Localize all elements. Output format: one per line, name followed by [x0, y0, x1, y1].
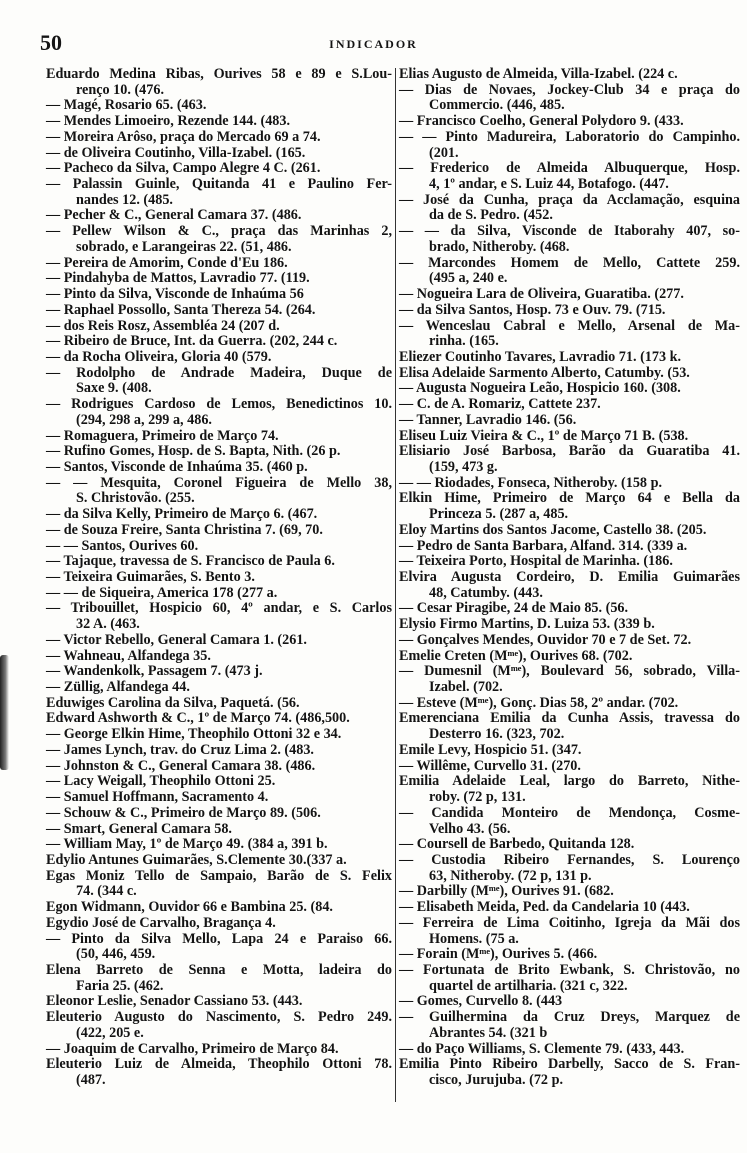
directory-entry	[46, 806, 392, 822]
directory-entry	[46, 554, 392, 570]
directory-entry	[399, 617, 740, 633]
entry-line: — Rodolpho de Andrade Madeira, Duque de	[46, 364, 392, 381]
directory-entry	[399, 884, 740, 900]
entry-line: — Darbilly (Mᵐᵉ), Ourives 91. (682.	[399, 883, 614, 900]
directory-entry	[399, 287, 740, 303]
entry-line: Elisa Adelaide Sarmento Alberto, Catumby. (53.	[399, 364, 690, 381]
entry-line: — Tanner, Lavradio 146. (56.	[399, 411, 577, 428]
entry-line: — Elisabeth Meida, Ped. da Candelaria 10 (443.	[399, 899, 690, 916]
entry-continuation-line: sobrado, e Larangeiras 22. (51, 486.	[76, 238, 292, 255]
directory-entry	[46, 869, 392, 900]
entry-continuation-line: Saxe 9. (408.	[76, 380, 152, 397]
entry-continuation-line: S. Christovão. (255.	[76, 490, 195, 507]
directory-entry	[399, 649, 740, 665]
entry-line: Edward Ashworth & C., 1º de Março 74. (486,500.	[46, 710, 350, 727]
entry-line: Eleonor Leslie, Senador Cassiano 53. (443.	[46, 993, 303, 1010]
entry-line: — Willême, Curvello 31. (270.	[399, 757, 581, 774]
directory-entry	[46, 98, 392, 114]
directory-entry	[399, 491, 740, 522]
directory-entry	[399, 476, 740, 492]
entry-line: — Mendes Limoeiro, Rezende 144. (483.	[46, 113, 291, 130]
entry-line: Elysio Firmo Martins, D. Luiza 53. (339 b.	[399, 616, 655, 633]
entry-line: Emerenciana Emilia da Cunha Assis, travessa do	[399, 710, 740, 727]
entry-line: — Joaquim de Carvalho, Primeiro de Março 84.	[46, 1040, 339, 1057]
directory-entry	[46, 303, 392, 319]
entry-line: — Forain (Mᵐᵉ), Ourives 5. (466.	[399, 946, 598, 963]
directory-entry	[399, 711, 740, 742]
entry-line: — Pereira de Amorim, Conde d'Eu 186.	[46, 254, 288, 271]
entry-continuation-line: Velho 43. (56.	[429, 820, 511, 837]
entry-line: Eloy Martins dos Santos Jacome, Castello 38. (205.	[399, 521, 707, 538]
entry-line: — Magé, Rosario 65. (463.	[46, 97, 207, 114]
entry-line: — Dias de Novaes, Jockey-Club 34 e praça do	[399, 81, 740, 98]
directory-entry	[46, 633, 392, 649]
entry-line: — Custodia Ribeiro Fernandes, S. Lourenço	[399, 851, 740, 868]
directory-entry	[46, 774, 392, 790]
directory-entry	[46, 570, 392, 586]
entry-continuation-line: roby. (72 p, 131.	[429, 789, 526, 806]
directory-entry	[46, 711, 392, 727]
directory-entry	[46, 114, 392, 130]
entry-line: — Wenceslau Cabral e Mello, Arsenal de Ma-	[399, 317, 740, 334]
entry-line: — Gonçalves Mendes, Ouvidor 70 e 7 de Set. 72.	[399, 631, 692, 648]
entry-line: — Rufino Gomes, Hosp. de S. Bapta, Nith. (26 p.	[46, 443, 341, 460]
entry-line: — — de Siqueira, America 178 (277 a.	[46, 584, 278, 601]
right-column	[399, 67, 740, 1089]
directory-entry	[46, 727, 392, 743]
entry-continuation-line: da de S. Pedro. (452.	[429, 207, 553, 224]
entry-continuation-line: 74. (344 c.	[76, 883, 137, 900]
entry-continuation-line: 63, Nitheroby. (72 p, 131 p.	[429, 867, 592, 884]
entry-line: — Samuel Hoffmann, Sacramento 4.	[46, 789, 269, 806]
directory-entry	[399, 1010, 740, 1041]
directory-entry	[46, 837, 392, 853]
entry-line: Elisiario José Barbosa, Barão da Guaratiba 41.	[399, 443, 740, 460]
entry-line: — — da Silva, Visconde de Itaborahy 407, so-	[399, 223, 740, 240]
directory-entry	[399, 381, 740, 397]
entry-line: — de Souza Freire, Santa Christina 7. (69, 70.	[46, 521, 323, 538]
entry-continuation-line: Abrantes 54. (321 b	[429, 1024, 548, 1041]
entry-continuation-line: (159, 473 g.	[429, 458, 498, 475]
entry-continuation-line: cisco, Jurujuba. (72 p.	[429, 1072, 564, 1088]
directory-entry	[399, 193, 740, 224]
entry-continuation-line: (50, 446, 459.	[76, 946, 156, 963]
entry-line: — Lacy Weigall, Theophilo Ottoni 25.	[46, 773, 276, 790]
entry-line: — George Elkin Hime, Theophilo Ottoni 32 e 34.	[46, 726, 342, 743]
directory-entry	[399, 570, 740, 601]
entry-line: — Santos, Visconde de Inhaúma 35. (460 p.	[46, 458, 308, 475]
directory-entry	[46, 664, 392, 680]
directory-entry	[46, 130, 392, 146]
directory-entry	[46, 539, 392, 555]
entry-line: — Nogueira Lara de Oliveira, Guaratiba. (277.	[399, 286, 684, 303]
directory-entry	[46, 224, 392, 255]
directory-entry	[399, 1057, 740, 1088]
entry-line: — Francisco Coelho, General Polydoro 9. (433.	[399, 113, 684, 130]
entry-line: Elvira Augusta Cordeiro, D. Emilia Guimarães	[399, 569, 740, 585]
directory-entry	[46, 319, 392, 335]
directory-entry	[399, 539, 740, 555]
directory-entry	[399, 444, 740, 475]
entry-line: Eleuterio Augusto do Nascimento, S. Pedro 249.	[46, 1009, 392, 1026]
directory-entry	[46, 1057, 392, 1088]
entry-line: — da Silva Santos, Hosp. 73 e Ouv. 79. (715.	[399, 301, 666, 318]
entry-line: — Guilhermina da Cruz Dreys, Marquez de	[399, 1009, 740, 1026]
entry-line: — Pellew Wilson & C., praça das Marinhas 2,	[46, 223, 392, 240]
directory-entry	[399, 900, 740, 916]
directory-entry	[46, 790, 392, 806]
entry-line: Elena Barreto de Senna e Motta, ladeira do	[46, 961, 392, 978]
entry-line: — da Silva Kelly, Primeiro de Março 6. (467.	[46, 506, 318, 523]
directory-entry	[46, 366, 392, 397]
entry-continuation-line: 32 A. (463.	[76, 616, 140, 633]
directory-entry	[399, 161, 740, 192]
entry-line: Eleuterio Luiz de Almeida, Theophilo Ottoni 78.	[46, 1056, 392, 1073]
entry-continuation-line: (422, 205 e.	[76, 1024, 144, 1041]
entry-line: — Cesar Piragibe, 24 de Maio 85. (56.	[399, 600, 629, 617]
directory-entry	[46, 916, 392, 932]
directory-entry	[46, 649, 392, 665]
entry-line: — Raphael Possollo, Santa Thereza 54. (264.	[46, 301, 316, 318]
entry-line: — Pinto da Silva, Visconde de Inhaúma 56	[46, 286, 304, 303]
entry-line: — Pinto da Silva Mello, Lapa 24 e Paraiso 66.	[46, 930, 392, 947]
entry-line: — do Paço Williams, S. Clemente 79. (433, 443.	[399, 1040, 685, 1057]
directory-entry	[399, 303, 740, 319]
directory-entry	[46, 177, 392, 208]
entry-line: — Teixeira Porto, Hospital de Marinha. (186.	[399, 553, 673, 570]
entry-line: — — Santos, Ourives 60.	[46, 537, 199, 554]
entry-line: — Tribouillet, Hospicio 60, 4º andar, e S. Carlos	[46, 600, 392, 617]
directory-entry	[399, 1042, 740, 1058]
directory-entry	[46, 759, 392, 775]
directory-entry	[46, 161, 392, 177]
directory-entry	[46, 586, 392, 602]
entry-line: Elkin Hime, Primeiro de Março 64 e Bella da	[399, 490, 740, 507]
directory-entry	[399, 947, 740, 963]
directory-entry	[399, 759, 740, 775]
directory-entry	[46, 853, 392, 869]
directory-entry	[399, 994, 740, 1010]
entry-continuation-line: Homens. (75 a.	[429, 930, 519, 947]
entry-line: — Victor Rebello, General Camara 1. (261.	[46, 631, 307, 648]
entry-line: Emilia Pinto Ribeiro Darbelly, Sacco de S. Fran-	[399, 1056, 740, 1073]
entry-line: — Pacheco da Silva, Campo Alegre 4 C. (261.	[46, 160, 321, 177]
entry-line: — Rodrigues Cardoso de Lemos, Benedictinos 10.	[46, 396, 392, 413]
entry-continuation-line: (294, 298 a, 299 a, 486.	[76, 411, 212, 428]
directory-entry	[399, 256, 740, 287]
binding-shadow	[0, 655, 9, 770]
entry-line: — Pedro de Santa Barbara, Alfand. 314. (339 a.	[399, 537, 688, 554]
directory-entry	[46, 994, 392, 1010]
entry-line: — Teixeira Guimarães, S. Bento 3.	[46, 569, 255, 585]
directory-entry	[46, 67, 392, 98]
entry-line: — Gomes, Curvello 8. (443	[399, 993, 563, 1010]
directory-entry	[399, 601, 740, 617]
entry-line: — da Rocha Oliveira, Gloria 40 (579.	[46, 348, 272, 365]
entry-line: — Moreira Arôso, praça do Mercado 69 a 74.	[46, 128, 321, 145]
entry-line: — José da Cunha, praça da Acclamação, esquina	[399, 191, 740, 208]
entry-continuation-line: Izabel. (702.	[429, 679, 503, 696]
directory-entry	[399, 963, 740, 994]
entry-line: — Wahneau, Alfandega 35.	[46, 647, 211, 664]
entry-line: — Ferreira de Lima Coitinho, Igreja da Mãi dos	[399, 914, 740, 931]
entry-continuation-line: (495 a, 240 e.	[429, 270, 508, 287]
directory-entry	[46, 743, 392, 759]
directory-entry	[46, 900, 392, 916]
page-number: 50	[40, 30, 62, 55]
directory-entry	[46, 397, 392, 428]
directory-entry	[46, 822, 392, 838]
entry-line: — Candida Monteiro de Mendonça, Cosme-	[399, 804, 740, 821]
entry-continuation-line: Commercio. (446, 485.	[429, 97, 565, 114]
directory-entry	[399, 696, 740, 712]
entry-line: — Johnston & C., General Camara 38. (486.	[46, 757, 316, 774]
entry-line: — Tajaque, travessa de S. Francisco de Paula 6.	[46, 553, 335, 570]
directory-entry	[399, 806, 740, 837]
entry-continuation-line: (487.	[76, 1072, 106, 1088]
directory-entry	[399, 130, 740, 161]
entry-line: Egas Moniz Tello de Sampaio, Barão de S. Felix	[46, 867, 392, 884]
entry-continuation-line: quartel de artilharia. (321 c, 322.	[429, 977, 628, 994]
directory-entry	[399, 413, 740, 429]
directory-entry	[46, 523, 392, 539]
directory-entry	[46, 680, 392, 696]
directory-entry	[399, 743, 740, 759]
directory-entry	[399, 350, 740, 366]
entry-continuation-line: (201.	[429, 144, 459, 161]
directory-entry	[46, 444, 392, 460]
entry-line: — Marcondes Homem de Mello, Cattete 259.	[399, 254, 740, 271]
directory-entry	[46, 350, 392, 366]
directory-entry	[399, 114, 740, 130]
directory-entry	[46, 429, 392, 445]
directory-entry	[46, 1010, 392, 1041]
entry-line: — C. de A. Romariz, Cattete 237.	[399, 396, 601, 413]
directory-entry	[399, 774, 740, 805]
directory-entry	[46, 146, 392, 162]
directory-entry	[399, 633, 740, 649]
entry-continuation-line: renço 10. (476.	[76, 81, 164, 98]
directory-entry	[46, 271, 392, 287]
entry-line: — Dumesnil (Mᵐᵉ), Boulevard 56, sobrado, Villa-	[399, 663, 740, 680]
directory-entry	[399, 853, 740, 884]
directory-entry	[46, 696, 392, 712]
column-divider	[395, 68, 396, 1102]
directory-entry	[46, 334, 392, 350]
directory-entry	[46, 256, 392, 272]
entry-line: — — Pinto Madureira, Laboratorio do Campinho.	[399, 128, 740, 145]
entry-line: — Pecher & C., General Camara 37. (486.	[46, 207, 302, 224]
entry-line: Edylio Antunes Guimarães, S.Clemente 30.(337 a.	[46, 851, 347, 868]
directory-entry	[46, 460, 392, 476]
entry-continuation-line: brado, Nitheroby. (468.	[429, 238, 570, 255]
directory-entry	[46, 476, 392, 507]
directory-entry	[399, 366, 740, 382]
entry-line: — William May, 1º de Março 49. (384 a, 391 b.	[46, 836, 328, 853]
directory-entry	[399, 83, 740, 114]
entry-line: — Palassin Guinle, Quitanda 41 e Paulino Fer-	[46, 176, 392, 193]
entry-line: Eduardo Medina Ribas, Ourives 58 e 89 e S.Lou-	[46, 66, 392, 82]
entry-line: — Ribeiro de Bruce, Int. da Guerra. (202, 244 c.	[46, 333, 338, 350]
entry-line: — — Mesquita, Coronel Figueira de Mello 38,	[46, 474, 392, 491]
entry-continuation-line: Desterro 16. (323, 702.	[429, 726, 565, 743]
entry-line: Eduwiges Carolina da Silva, Paquetá. (56.	[46, 694, 300, 711]
entry-line: — James Lynch, trav. do Cruz Lima 2. (483.	[46, 741, 314, 758]
entry-line: — Romaguera, Primeiro de Março 74.	[46, 427, 279, 444]
directory-entry	[399, 554, 740, 570]
directory-entry	[399, 664, 740, 695]
entry-line: — Smart, General Camara 58.	[46, 820, 232, 837]
entry-line: — Fortunata de Brito Ewbank, S. Christovão, no	[399, 961, 740, 978]
directory-entry	[46, 287, 392, 303]
entry-line: Emilia Adelaide Leal, largo do Barreto, Nithe-	[399, 773, 740, 790]
directory-entry	[46, 601, 392, 632]
entry-line: — Pindahyba de Mattos, Lavradio 77. (119.	[46, 270, 310, 287]
entry-line: — Coursell de Barbedo, Quitanda 128.	[399, 836, 635, 853]
entry-line: Emelie Creten (Mᵐᵉ), Ourives 68. (702.	[399, 647, 633, 664]
left-column	[46, 67, 392, 1089]
entry-continuation-line: 48, Catumby. (443.	[429, 584, 543, 601]
entry-line: Elias Augusto de Almeida, Villa-Izabel. (224 c.	[399, 66, 678, 82]
entry-line: Eliseu Luiz Vieira & C., 1º de Março 71 B. (538.	[399, 427, 689, 444]
entry-line: — de Oliveira Coutinho, Villa-Izabel. (165.	[46, 144, 306, 161]
entry-line: — Augusta Nogueira Leão, Hospicio 160. (308.	[399, 380, 681, 397]
entry-line: Eliezer Coutinho Tavares, Lavradio 71. (173 k.	[399, 348, 682, 365]
entry-line: Emile Levy, Hospicio 51. (347.	[399, 741, 582, 758]
directory-entry	[46, 1042, 392, 1058]
directory-entry	[46, 507, 392, 523]
entry-line: — Frederico de Almeida Albuquerque, Hosp.	[399, 160, 740, 177]
entry-continuation-line: Faria 25. (462.	[76, 977, 164, 994]
directory-entry	[46, 208, 392, 224]
entry-line: — — Riodades, Fonseca, Nitheroby. (158 p.	[399, 474, 663, 491]
entry-line: — Züllig, Alfandega 44.	[46, 679, 190, 696]
directory-entry	[399, 224, 740, 255]
directory-entry	[399, 319, 740, 350]
directory-entry	[46, 932, 392, 963]
entry-line: — Wandenkolk, Passagem 7. (473 j.	[46, 663, 263, 680]
directory-entry	[399, 916, 740, 947]
entry-continuation-line: nandes 12. (485.	[76, 191, 173, 208]
entry-continuation-line: Princeza 5. (287 a, 485.	[429, 506, 569, 523]
directory-entry	[399, 397, 740, 413]
directory-entry	[399, 67, 740, 83]
entry-line: Egon Widmann, Ouvidor 66 e Bambina 25. (84.	[46, 899, 333, 916]
entry-line: — Schouw & C., Primeiro de Março 89. (506.	[46, 804, 321, 821]
directory-entry	[399, 429, 740, 445]
running-header: INDICADOR	[329, 37, 418, 51]
entry-line: — Esteve (Mᵐᵉ), Gonç. Dias 58, 2º andar. (702.	[399, 694, 679, 711]
directory-entry	[399, 837, 740, 853]
entry-line: Egydio José de Carvalho, Bragança 4.	[46, 914, 276, 931]
directory-entry	[46, 963, 392, 994]
entry-line: — dos Reis Rosz, Assembléa 24 (207 d.	[46, 317, 280, 334]
entry-continuation-line: rinha. (165.	[429, 333, 499, 350]
entry-continuation-line: 4, 1º andar, e S. Luiz 44, Botafogo. (447.	[429, 176, 669, 193]
directory-entry	[399, 523, 740, 539]
